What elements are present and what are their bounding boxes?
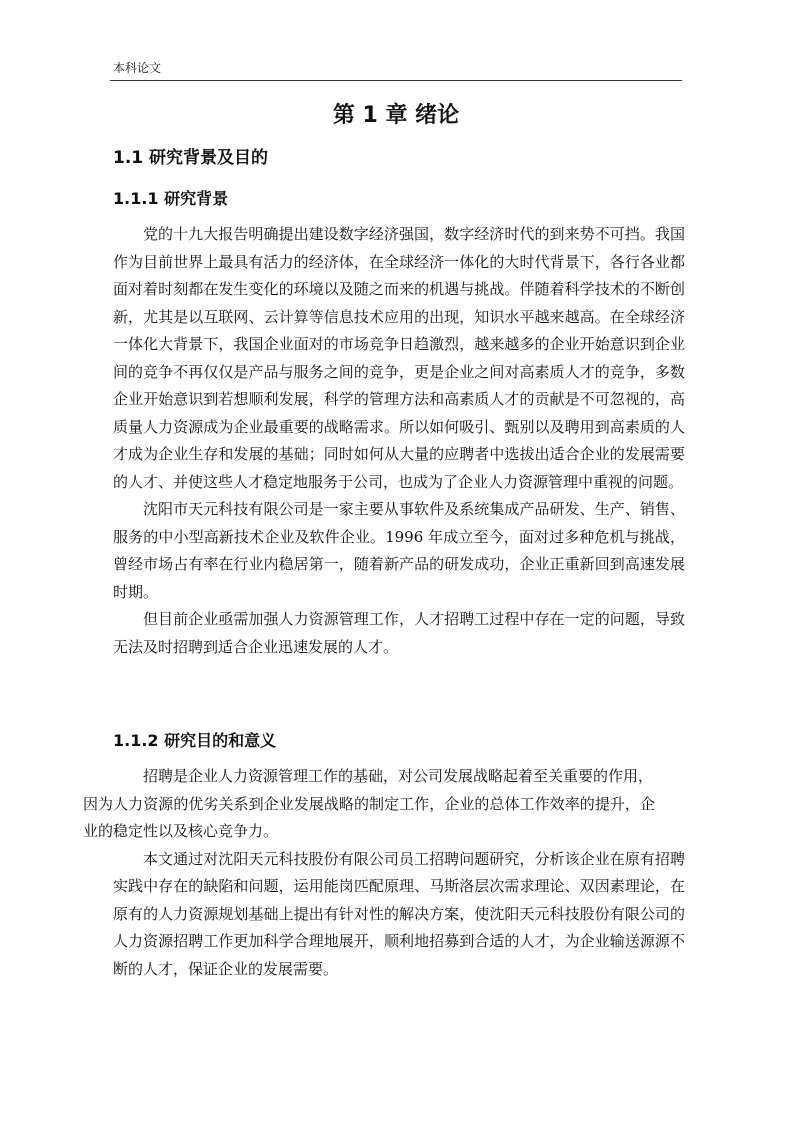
body-paragraph: [83, 763, 685, 846]
section-heading-1-1-1: 1.1.1 研究背景: [113, 189, 229, 208]
body-paragraph: 沈阳市天元科技有限公司是一家主要从事软件及系统集成产品研发、生产、销售、服务的中小型高新技术企业及软件企业。1996 年成立至今，面对过多种危机与挑战，曾经市场占有率在行业内稳居第一，随着新产品的研发成功，企业正重新回到高速发展时期。: [113, 500, 685, 601]
body-paragraph-first-line: 招聘是企业人力资源管理工作的基础，对公司发展战略起着至关重要的作用，: [143, 767, 654, 785]
body-paragraph: 但目前企业亟需加强人力资源管理工作，人才招聘工过程中存在一定的问题，导致无法及时招聘到适合企业迅速发展的人才。: [113, 610, 685, 656]
body-paragraph: 本文通过对沈阳天元科技股份有限公司员工招聘问题研究，分析该企业在原有招聘实践中存在的缺陷和问题，运用能岗匹配原理、马斯洛层次需求理论、双因素理论，在原有的人力资源规划基础上提出有针对性的解决方案，使沈阳天元科技股份有限公司的人力资源招聘工作更加科学合理地展开，顺利地招募到合适的人才，为企业输送源源不断的人才，保证企业的发展需要。: [113, 849, 685, 978]
chapter-title: 第 1 章 绪论: [332, 103, 460, 128]
section-1-1-1-body: [113, 221, 685, 661]
header-divider: [110, 80, 682, 81]
running-header: 本科论文: [113, 61, 162, 75]
body-paragraph: 党的十九大报告明确提出建设数字经济强国，数字经济时代的到来势不可挡。我国作为目前世界上最具有活力的经济体，在全球经济一体化的大时代背景下，各行各业都面对着时刻都在发生变化的环境以及随之而来的机遇与挑战。伴随着科学技术的不断创新，尤其是以互联网、云计算等信息技术应用的出现，知识水平越来越高。在全球经济一体化大背景下，我国企业面对的市场竞争日趋激烈，越来越多的企业开始意识到企业间的竞争不再仅仅是产品与服务之间的竞争，更是企业之间对高素质人才的竞争，多数企业开始意识到若想顺利发展，科学的管理方法和高素质人才的贡献是不可忽视的，高质量人力资源成为企业最重要的战略需求。所以如何吸引、甄别以及聘用到高素质的人才成为企业生存和发展的基础；同时如何从大量的应聘者中选拔出适合企业的发展需要的人才、并使这些人才稳定地服务于公司，也成为了企业人力资源管理中重视的问题。: [113, 225, 685, 491]
section-heading-1-1-2: 1.1.2 研究目的和意义: [113, 731, 277, 750]
section-1-1-2-body: [83, 763, 685, 983]
section-heading-1-1: 1.1 研究背景及目的: [113, 148, 269, 168]
body-paragraph-continuation: 因为人力资源的优劣关系到企业发展战略的制定工作，企业的总体工作效率的提升，企业的稳定性以及核心竞争力。: [83, 794, 655, 840]
